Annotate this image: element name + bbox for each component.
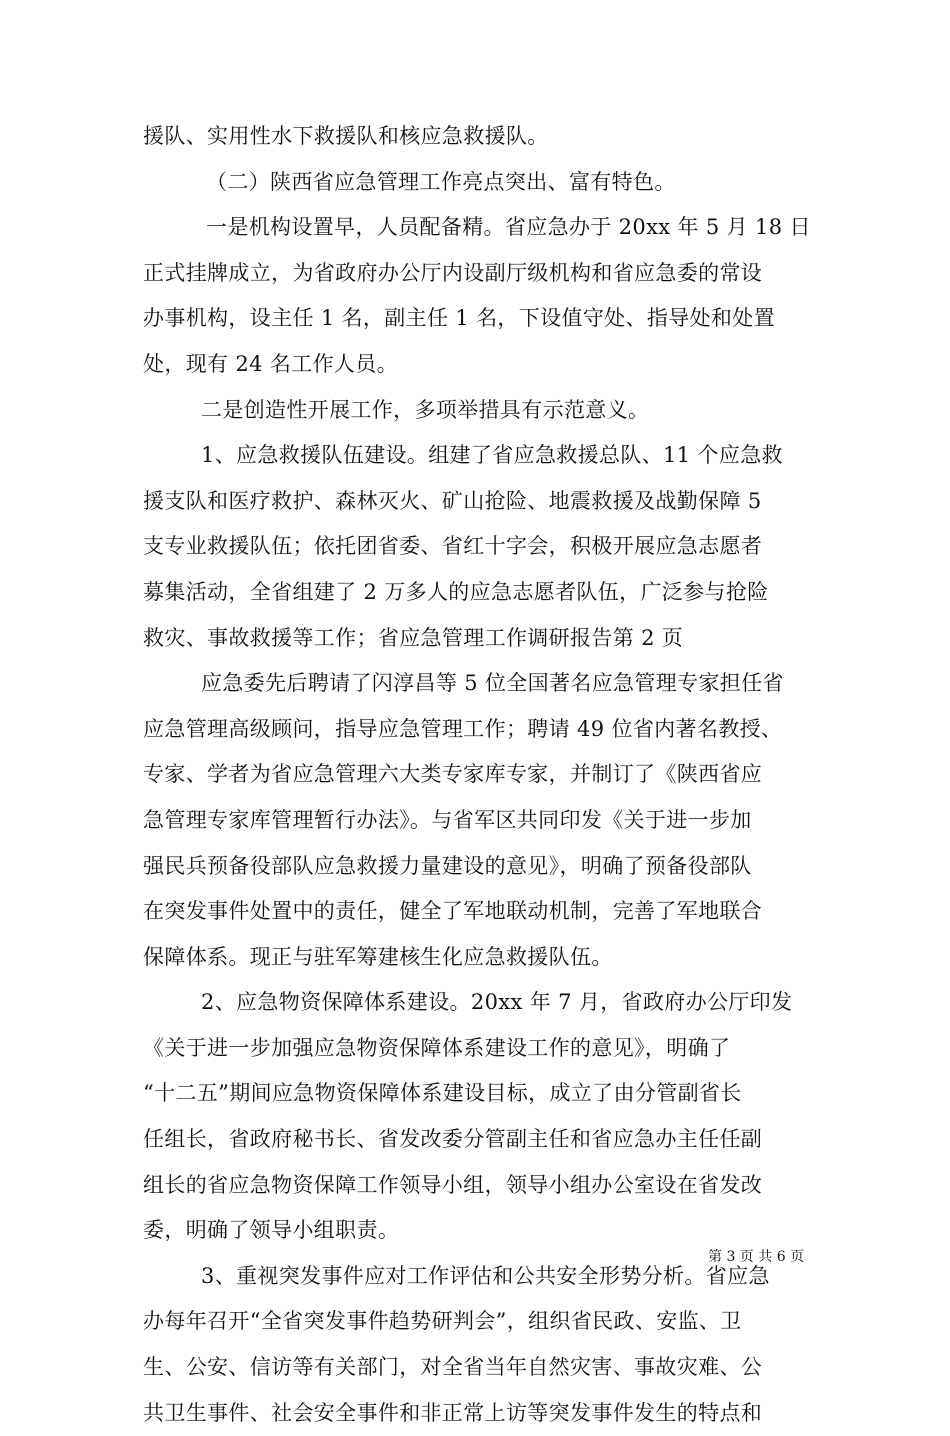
text-line: 组长的省应急物资保障工作领导小组，领导小组办公室设在省发改 <box>143 1172 763 1197</box>
text-line: 委，明确了领导小组职责。 <box>143 1218 400 1243</box>
text-line: 应急委先后聘请了闪淳昌等 5 位全国著名应急管理专家担任省 <box>201 671 784 696</box>
text-line: 《关于进一步加强应急物资保障体系建设工作的意见》，明确了 <box>143 1035 731 1060</box>
text-line: 应急管理高级顾问，指导应急管理工作；聘请 49 位省内著名教授、 <box>143 716 783 741</box>
text-line: 急管理专家库管理暂行办法》。与省军区共同印发《关于进一步加 <box>143 807 752 832</box>
body-text <box>143 114 811 1436</box>
text-line: 正式挂牌成立，为省政府办公厅内设副厅级机构和省应急委的常设 <box>143 260 763 285</box>
text-line: 处，现有 24 名工作人员。 <box>143 351 398 376</box>
text-line: 专家、学者为省应急管理六大类专家库专家，并制订了《陕西省应 <box>143 762 763 787</box>
text-line: 救灾、事故救援等工作；省应急管理工作调研报告第 2 页 <box>143 625 684 650</box>
text-line: 强民兵预备役部队应急救援力量建设的意见》，明确了预备役部队 <box>143 853 752 878</box>
text-line: 保障体系。现正与驻军筹建核生化应急救援队伍。 <box>143 944 613 969</box>
text-line: 援队、实用性水下救援队和核应急救援队。 <box>143 124 549 148</box>
text-line: 支专业救援队伍；依托团省委、省红十字会，积极开展应急志愿者 <box>143 534 763 559</box>
text-line: 二是创造性开展工作，多项举措具有示范意义。 <box>201 397 650 422</box>
text-line: 援支队和医疗救护、森林灭火、矿山抢险、地震救援及战勤保障 5 <box>143 488 762 513</box>
page-number-footer: 第 3 页 共 6 页 <box>708 1249 805 1265</box>
text-line: 办事机构，设主任 1 名，副主任 1 名，下设值守处、指导处和处置 <box>143 306 775 331</box>
text-line: 3、重视突发事件应对工作评估和公共安全形势分析。省应急 <box>201 1263 770 1288</box>
text-line: 办每年召开“全省突发事件趋势研判会”，组织省民政、安监、卫 <box>143 1309 742 1334</box>
text-line: 1、应急救援队伍建设。组建了省应急救援总队、11 个应急救 <box>201 443 783 468</box>
text-line: 任组长，省政府秘书长、省发改委分管副主任和省应急办主任任副 <box>143 1127 763 1152</box>
text-line: “十二五”期间应急物资保障体系建设目标，成立了由分管副省长 <box>143 1081 742 1106</box>
text-line: （二）陕西省应急管理工作亮点突出、富有特色。 <box>206 169 676 194</box>
text-line: 生、公安、信访等有关部门，对全省当年自然灾害、事故灾难、公 <box>143 1355 763 1380</box>
text-line: 在突发事件处置中的责任，健全了军地联动机制，完善了军地联合 <box>143 899 763 924</box>
text-line: 共卫生事件、社会安全事件和非正常上访等突发事件发生的特点和 <box>143 1400 763 1425</box>
text-line: 募集活动，全省组建了 2 万多人的应急志愿者队伍，广泛参与抢险 <box>143 579 769 604</box>
text-line: 一是机构设置早，人员配备精。省应急办于 20xx 年 5 月 18 日 <box>206 215 811 240</box>
text-line: 2、应急物资保障体系建设。20xx 年 7 月，省政府办公厅印发 <box>201 990 793 1015</box>
